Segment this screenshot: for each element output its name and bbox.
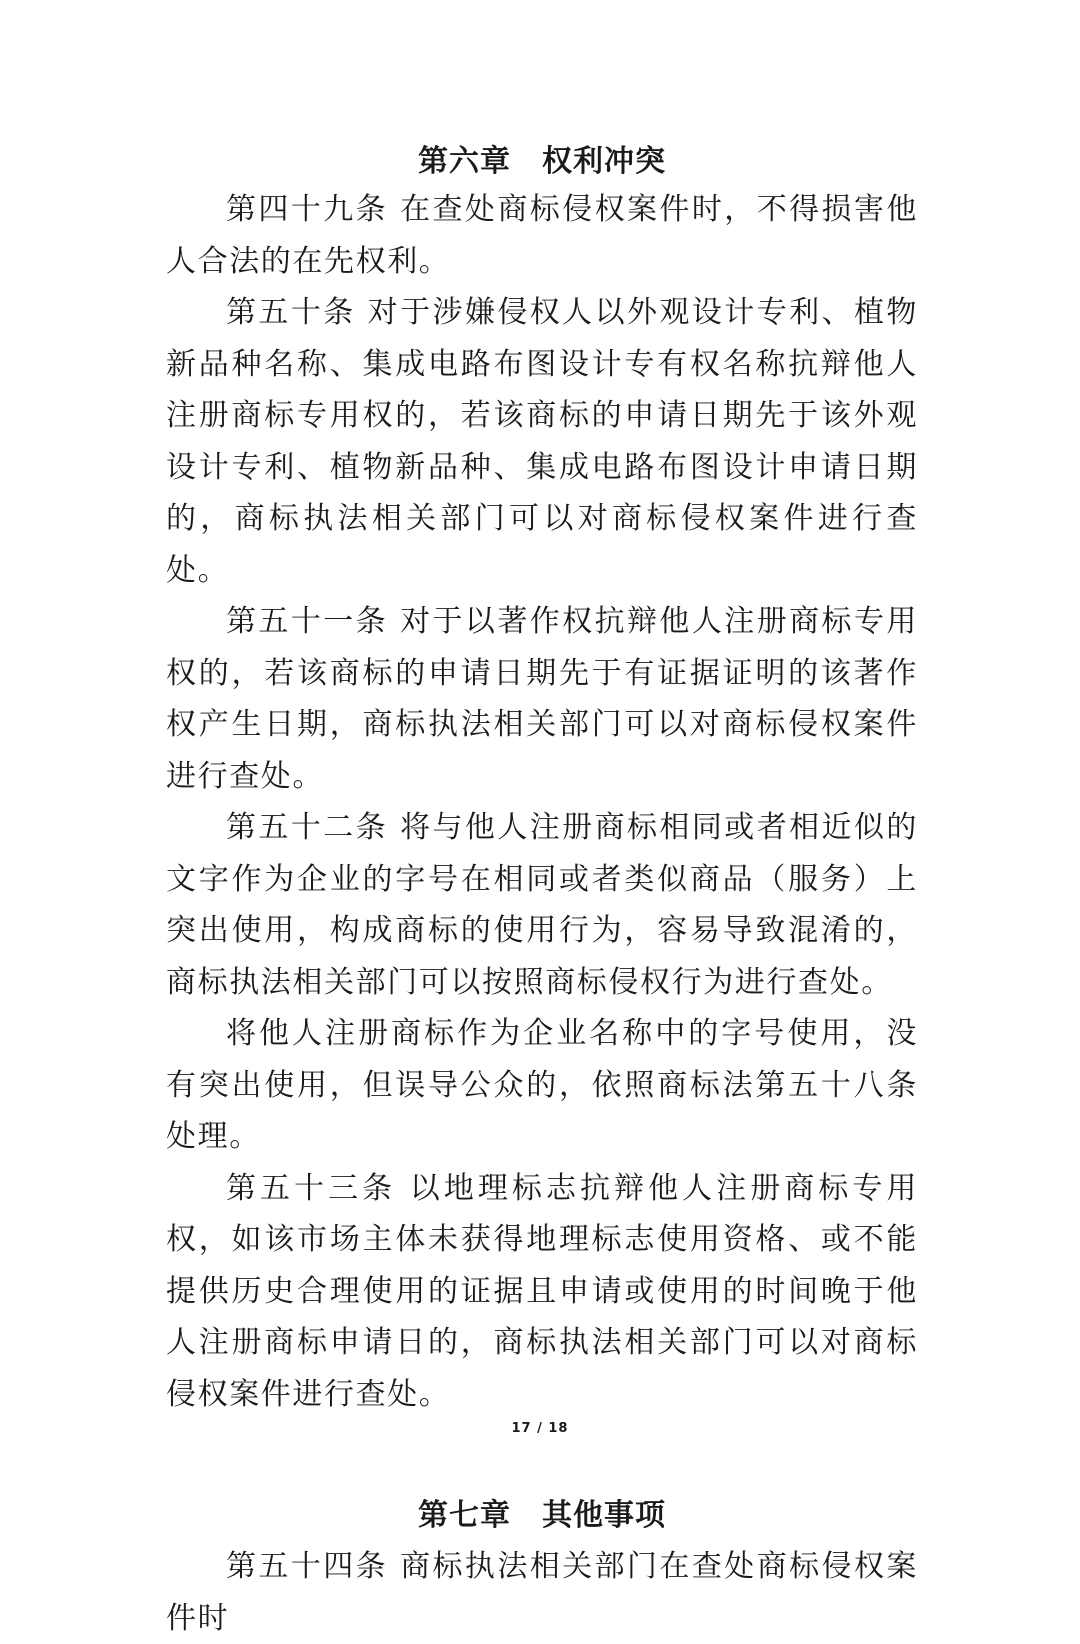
article-52-paragraph-2: 将他人注册商标作为企业名称中的字号使用，没有突出使用，但误导公众的，依照商标法第五十八条处理。 [166,1016,918,1154]
article-52: 第五十二条 将与他人注册商标相同或者相近似的文字作为企业的字号在相同或者类似商品（服务）上突出使用，构成商标的使用行为，容易导致混淆的，商标执法相关部门可以按照商标侵权行为进行查处。 [166,810,918,1000]
article-53: 第五十三条 以地理标志抗辩他人注册商标专用权，如该市场主体未获得地理标志使用资格、或不能提供历史合理使用的证据且申请或使用的时间晚于他人注册商标申请日的，商标执法相关部门可以对商标侵权案件进行查处。 [166,1170,918,1412]
article-51: 第五十一条 对于以著作权抗辩他人注册商标专用权的，若该商标的申请日期先于有证据证明的该著作权产生日期，商标执法相关部门可以对商标侵权案件进行查处。 [166,604,918,794]
page-content [166,140,918,1644]
article-54: 第五十四条 商标执法相关部门在查处商标侵权案件时 [166,1549,918,1636]
article-49: 第四十九条 在查处商标侵权案件时，不得损害他人合法的在先权利。 [166,192,918,279]
chapter-6-heading: 第六章 权利冲突 [418,144,666,179]
page-number: 17 / 18 [511,1421,569,1436]
article-50: 第五十条 对于涉嫌侵权人以外观设计专利、植物新品种名称、集成电路布图设计专有权名称抗辩他人注册商标专用权的，若该商标的申请日期先于该外观设计专利、植物新品种、集成电路布图设计申请日期的，商标执法相关部门可以对商标侵权案件进行查处。 [166,295,918,588]
chapter-7-heading: 第七章 其他事项 [418,1498,666,1533]
